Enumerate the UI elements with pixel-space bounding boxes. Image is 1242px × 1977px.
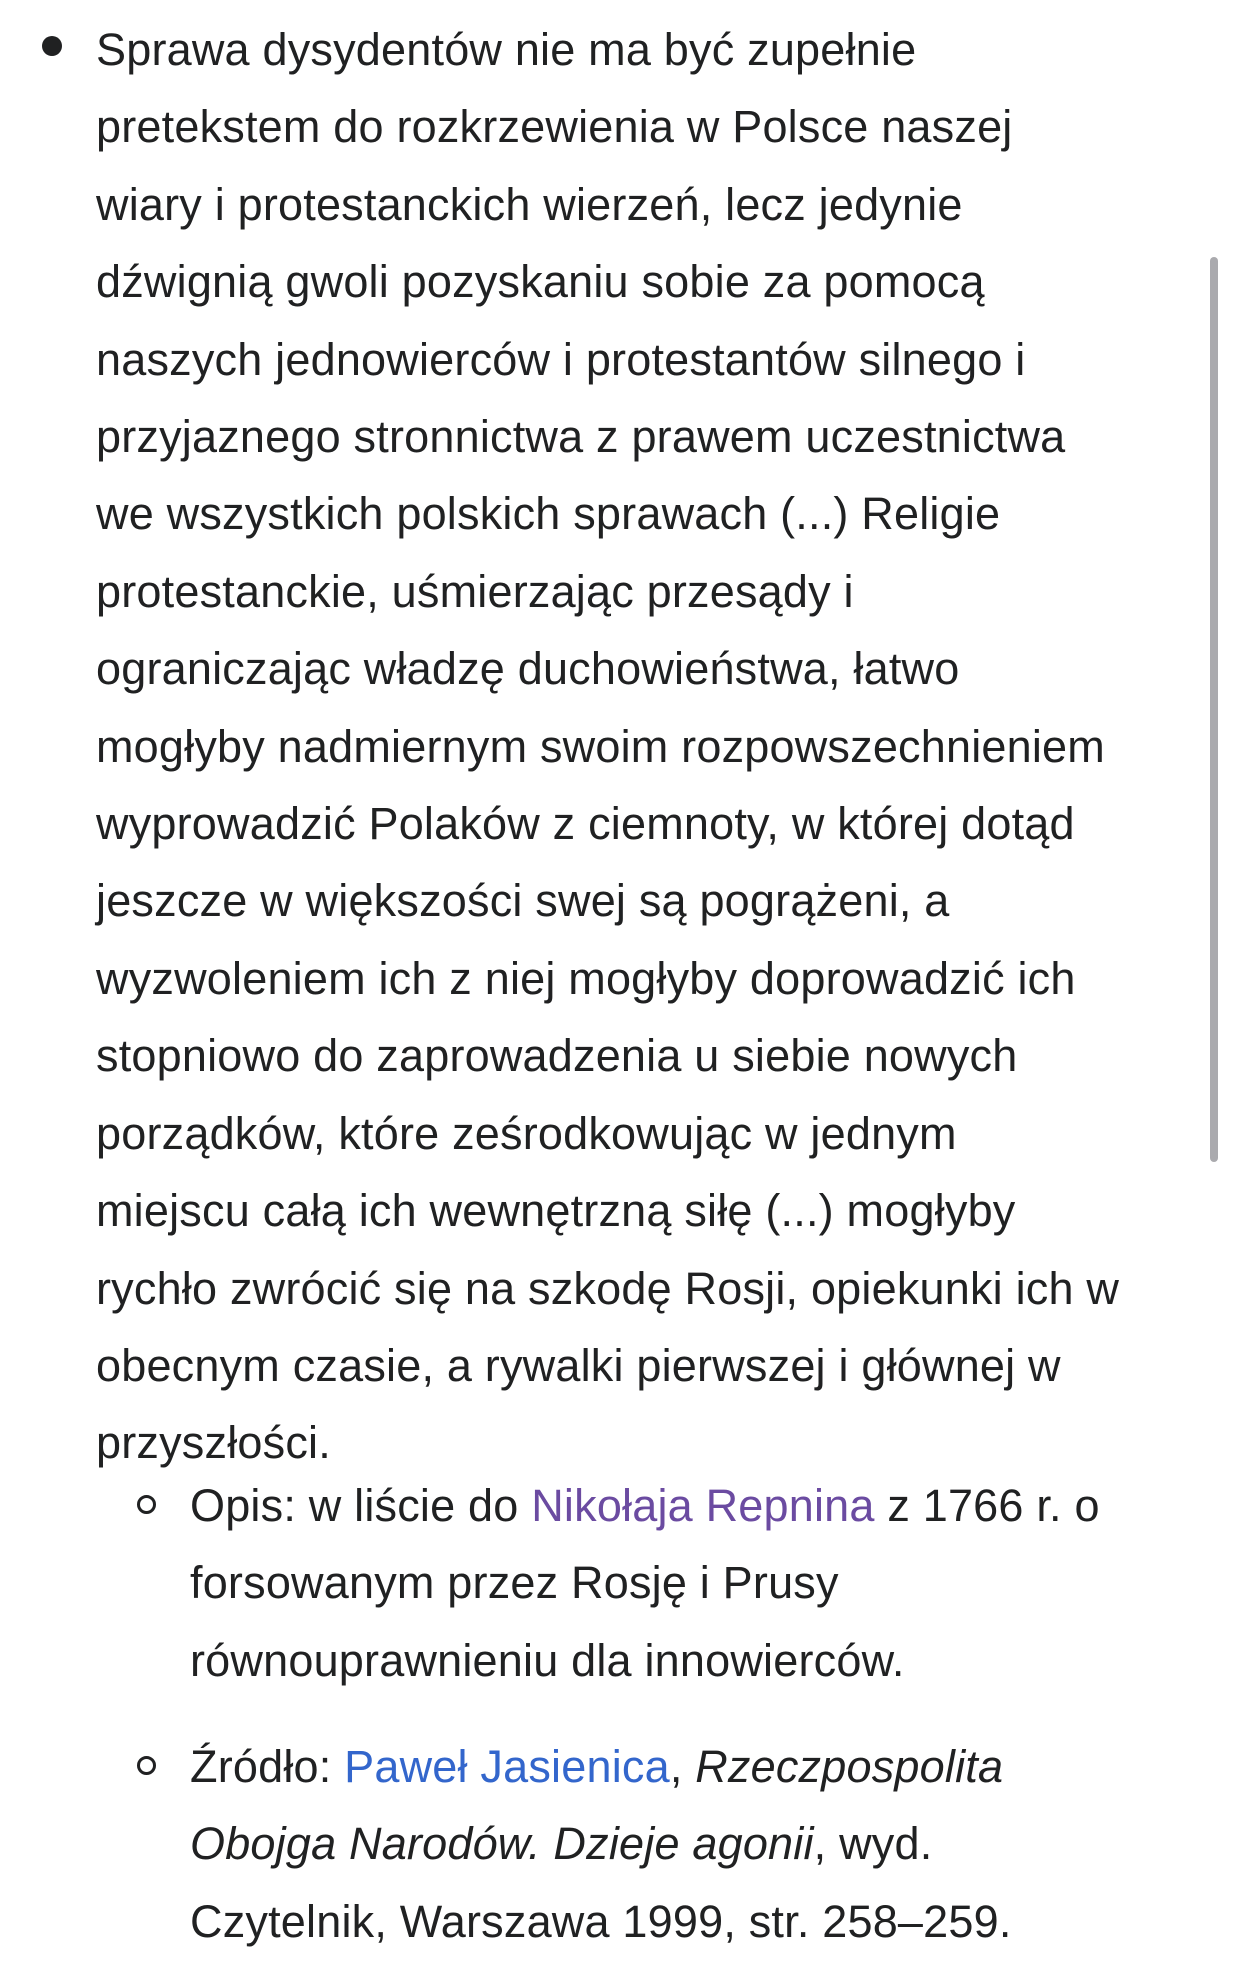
bullet-circle-icon (137, 1495, 156, 1514)
repnin-link[interactable]: Nikołaja Repnina (531, 1480, 875, 1531)
quote-text: Sprawa dysydentów nie ma być zupełnie pretekstem do rozkrzewienia w Polsce naszej wiary i protestanckich wierzeń, lecz jedynie dźwignią gwoli pozyskaniu sobie za pomocą naszych jednowierców i protestantów silnego i przyjaznego stronnictwa z prawem uczestnictwa we wszystkich polskich sprawach (...) Religie protestanckie, uśmierzając przesądy i ograniczając władzę duchowieństwa, łatwo mogłyby nadmiernym swoim rozpowszechnieniem wyprowadzić Polaków z ciemnoty, w której dotąd jeszcze w większości swej są pogrążeni, a wyzwoleniem ich z niej mogłyby doprowadzić ich stopniowo do zaprowadzenia u siebie nowych porządków, które ześrodkowując w jednym miejscu całą ich wewnętrzną siłę (...) mogłyby rychło zwrócić się na szkodę Rosji, opiekunki ich w obecnym czasie, a rywalki pierwszej i głównej w przyszłości. (96, 24, 1120, 1469)
description-line-2: forsowanym przez Rosję i Prusy (190, 1557, 839, 1609)
description-line-3: równouprawnieniu dla innowierców. (190, 1634, 905, 1686)
quote-description (190, 1467, 1190, 1699)
book-title-part-2: Obojga Narodów. Dzieje agonii (190, 1818, 814, 1870)
source-edition: , wyd. (813, 1818, 933, 1870)
source-publisher: Czytelnik, Warszawa 1999, str. 258–259. (190, 1895, 1012, 1947)
bullet-circle-icon (137, 1756, 156, 1775)
bullet-disc-icon (42, 36, 62, 56)
jasienica-link[interactable]: Paweł Jasienica (344, 1741, 670, 1792)
vertical-scrollbar[interactable] (1210, 257, 1218, 1162)
source-comma: , (669, 1741, 683, 1792)
description-prefix: Opis: w liście do (190, 1480, 532, 1531)
quote-source (190, 1728, 1190, 1960)
source-prefix: Źródło: (190, 1741, 345, 1792)
description-suffix: z 1766 r. o (874, 1480, 1100, 1531)
book-title-part-1: Rzeczpospolita (695, 1741, 1004, 1792)
